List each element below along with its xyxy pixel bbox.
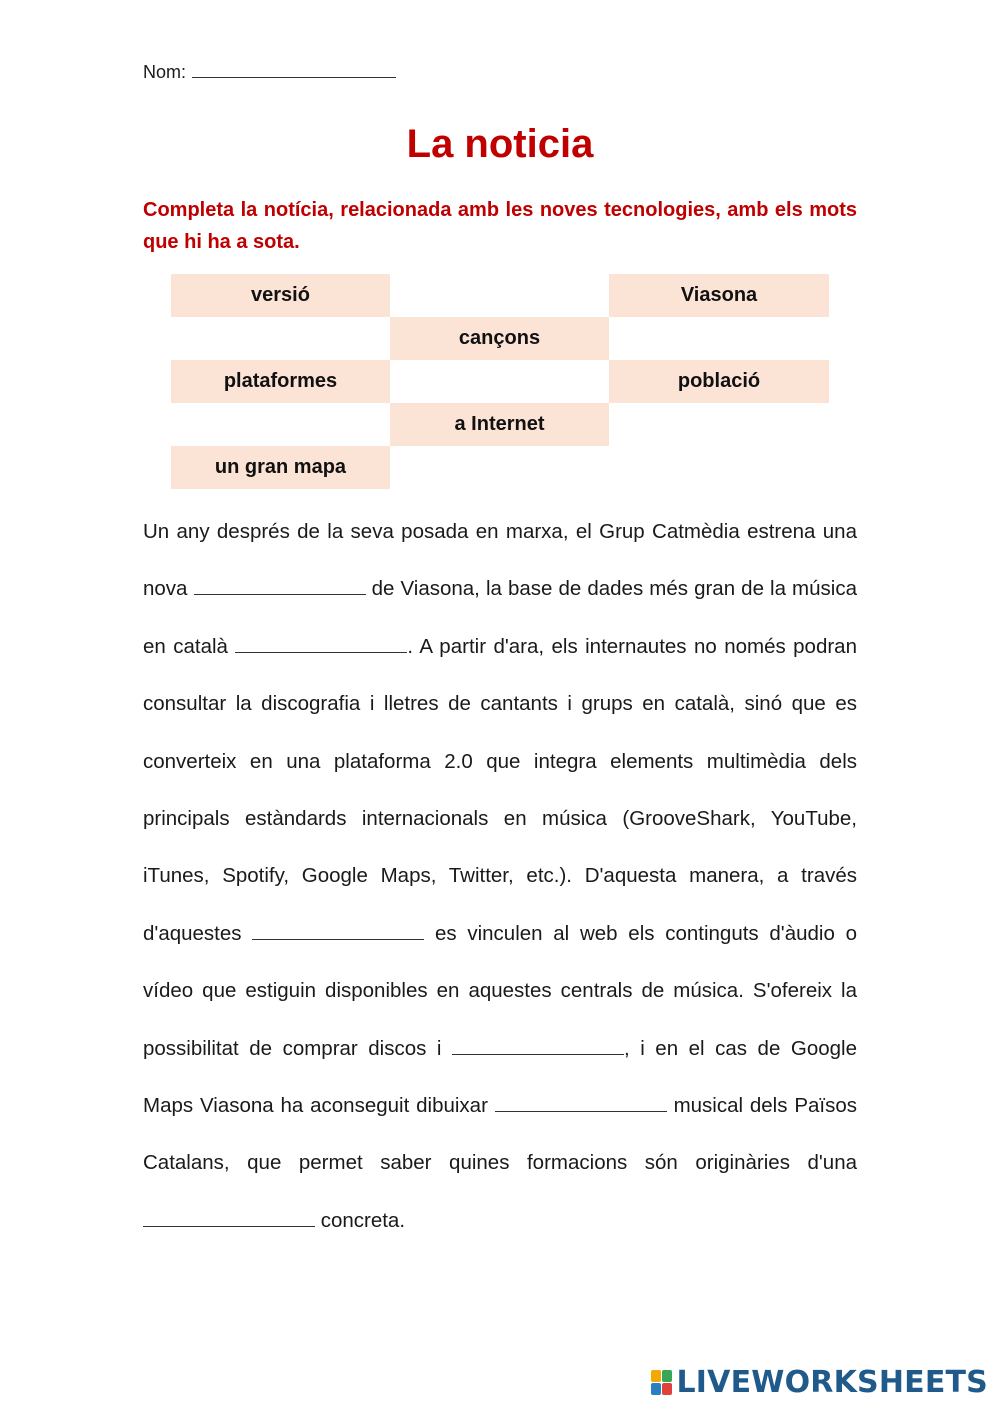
word-bank-item[interactable]: plataformes [171,360,390,403]
text-segment: es vinculen al web els continguts d'àudio o vídeo que estiguin disponibles en aquestes centrals de música. S'ofereix la possibilitat de comprar discos i [143,921,857,1060]
instructions-text: Completa la notícia, relacionada amb les noves tecnologies, amb els mots que hi ha a sota. [143,199,857,253]
word-bank-empty-cell [390,274,609,317]
text-segment: concreta. [315,1208,406,1232]
liveworksheets-logo [651,1365,988,1400]
word-bank-empty-cell [171,317,390,360]
text-segment: Un any després de la seva posada en marxa, el Grup Catmèdia estrena una nova [143,520,857,601]
blank-gap-1[interactable] [194,576,366,595]
text-segment: de Viasona, la base de dades més gran de la música en català [143,577,857,658]
name-blank-line[interactable] [192,61,396,78]
word-bank-empty-cell [609,446,829,489]
word-bank-empty-cell [609,403,829,446]
page-title: La noticia [406,122,594,166]
name-label: Nom: [143,62,187,82]
blank-gap-2[interactable] [235,634,407,653]
student-name-field[interactable] [143,60,396,84]
word-bank-item[interactable]: cançons [390,317,609,360]
blank-gap-6[interactable] [143,1208,315,1227]
word-bank-item[interactable]: versió [171,274,390,317]
blank-gap-5[interactable] [495,1093,667,1112]
news-paragraph [143,503,857,1249]
word-bank-empty-cell [390,360,609,403]
liveworksheets-logo-text: LIVEWORKSHEETS [676,1365,988,1400]
word-bank-empty-cell [171,403,390,446]
blank-gap-3[interactable] [252,921,424,940]
blank-gap-4[interactable] [452,1036,624,1055]
word-bank-item[interactable]: Viasona [609,274,829,317]
word-bank-item[interactable]: un gran mapa [171,446,390,489]
text-segment: . A partir d'ara, els internautes no només podran consultar la discografia i lletres de cantants i grups en català, sinó que es converteix en una plataforma 2.0 que integra elements multimèdia dels principals estàndards internacionals en música (GrooveShark, YouTube, iTunes, Spotify, Google Maps, Twitter, etc.). D'aquesta manera, a través d'aquestes [143,634,857,945]
word-bank-empty-cell [609,317,829,360]
text-segment: musical dels Països Catalans, que permet saber quines formacions són originàries d'una [143,1094,857,1175]
word-bank-empty-cell [390,446,609,489]
word-bank-table [171,274,829,489]
text-segment: , i en el cas de Google Maps Viasona ha aconseguit dibuixar [143,1036,857,1118]
word-bank-item[interactable]: a Internet [390,403,609,446]
word-bank-item[interactable]: població [609,360,829,403]
liveworksheets-logo-icon [651,1370,673,1396]
